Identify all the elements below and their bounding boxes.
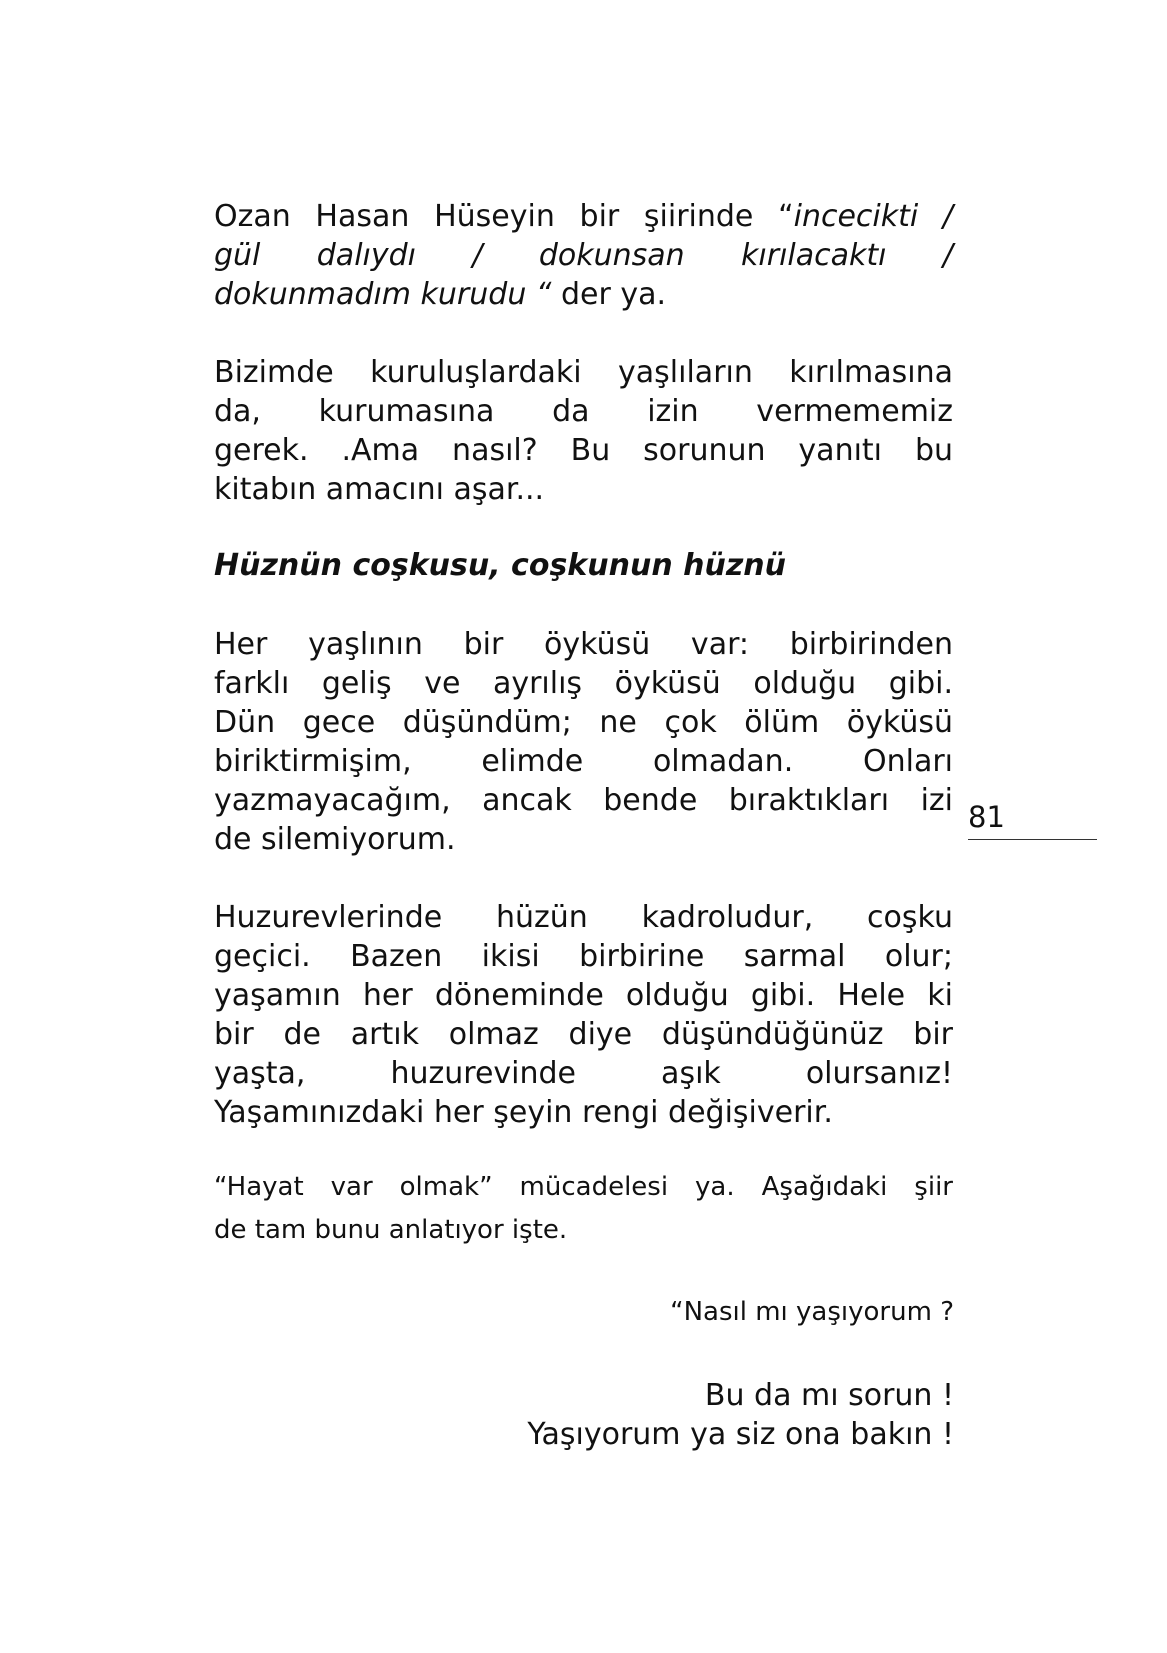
text-line: geçici. Bazen ikisi birbirine sarmal olur; (214, 939, 953, 974)
paragraph-2 (214, 353, 953, 509)
paragraph-3 (214, 625, 953, 859)
text-line: Her yaşlının bir öyküsü var: birbirinden (214, 627, 953, 662)
page-number: 81 (968, 800, 1005, 834)
italic-quote-span: dokunmadım kurudu “ (214, 277, 552, 312)
text-line (214, 275, 953, 314)
text-line: yaşta, huzurevinde aşık olursanız! (214, 1056, 953, 1091)
text-line: de tam bunu anlatıyor işte. (214, 1215, 568, 1245)
text-line: de silemiyorum. (214, 822, 456, 857)
poem-line: Yaşıyorum ya siz ona bakın ! (527, 1417, 954, 1452)
text-line: “Hayat var olmak” mücadelesi ya. Aşağıdaki şiir (214, 1172, 953, 1202)
text-line: da, kurumasına da izin vermememiz (214, 394, 953, 429)
text-line: yaşamın her döneminde olduğu gibi. Hele ki (214, 978, 953, 1013)
text-line: farklı geliş ve ayrılış öyküsü olduğu gibi. (214, 666, 953, 701)
text-line: Huzurevlerinde hüzün kadroludur, coşku (214, 900, 953, 935)
text-line (214, 236, 953, 275)
text-line: gerek. .Ama nasıl? Bu sorunun yanıtı bu (214, 433, 953, 468)
poem-title: “Nasıl mı yaşıyorum ? (670, 1297, 954, 1327)
text-line: Yaşamınızdaki her şeyin rengi değişiverir. (214, 1095, 833, 1130)
page-number-rule (968, 839, 1097, 840)
paragraph-4 (214, 898, 953, 1132)
text-line: yazmayacağım, ancak bende bıraktıkları izi (214, 783, 953, 818)
italic-quote-span: gül dalıydı / dokunsan kırılacaktı / (214, 238, 953, 273)
text-line: bir de artık olmaz diye düşündüğünüz bir (214, 1017, 953, 1052)
text-span: Ozan Hasan Hüseyin bir şiirinde “ (214, 199, 794, 234)
text-line: biriktirmişim, elimde olmadan. Onları (214, 744, 953, 779)
text-line (214, 197, 953, 236)
italic-quote-span: incecikti / (793, 199, 953, 234)
poem-line: Bu da mı sorun ! (704, 1378, 954, 1413)
text-line: kitabın amacını aşar... (214, 472, 545, 507)
section-heading: Hüznün coşkusu, coşkunun hüznü (214, 548, 787, 583)
text-line: Dün gece düşündüm; ne çok ölüm öyküsü (214, 705, 953, 740)
paragraph-poem-quote (214, 197, 953, 314)
text-span: der ya. (551, 277, 667, 312)
paragraph-5 (214, 1166, 953, 1252)
text-line: Bizimde kuruluşlardaki yaşlıların kırılmasına (214, 355, 953, 390)
